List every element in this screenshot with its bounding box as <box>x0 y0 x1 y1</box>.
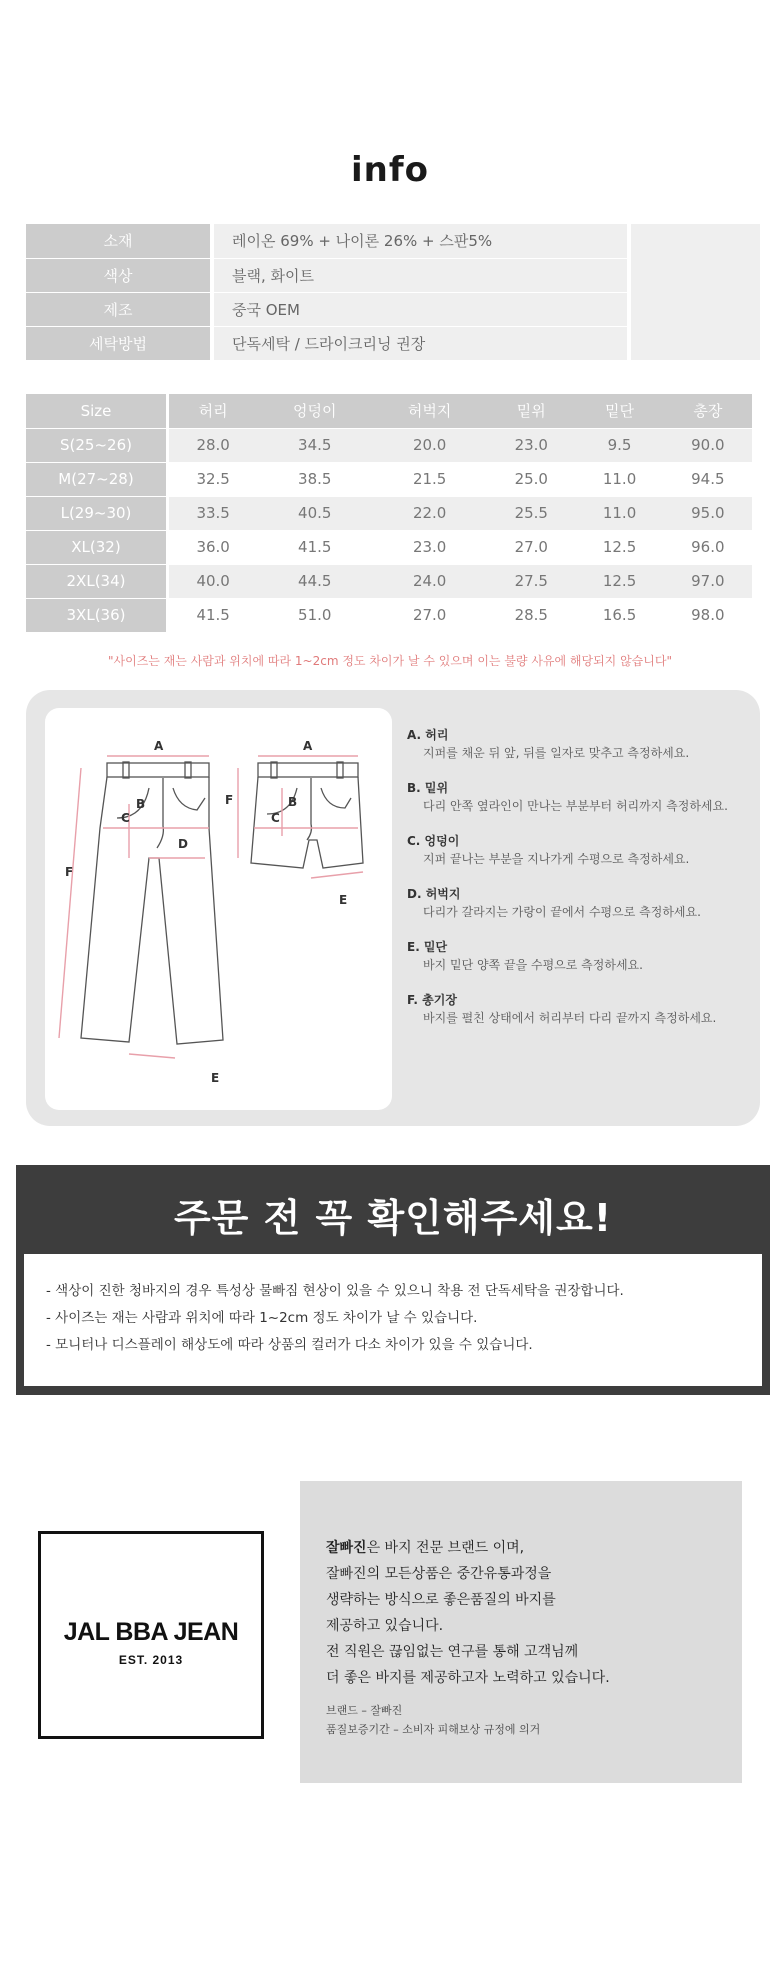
measurement-title: C. 엉덩이 <box>407 834 460 848</box>
diagram-label-f: F <box>65 865 74 879</box>
size-value: 28.0 <box>169 428 257 462</box>
size-header: Size <box>26 394 166 428</box>
size-value: 40.5 <box>257 496 372 530</box>
size-value: 41.5 <box>169 598 257 632</box>
size-value: 23.0 <box>372 530 487 564</box>
measure-guide-line <box>59 768 81 1038</box>
size-value: 25.5 <box>487 496 575 530</box>
size-value: 12.5 <box>575 530 663 564</box>
size-value: 98.0 <box>664 598 752 632</box>
size-value: 11.0 <box>575 496 663 530</box>
measurement-title: A. 허리 <box>407 728 449 742</box>
info-title: info <box>350 150 429 190</box>
brand-meta: 브랜드 – 잘빠진 <box>326 1704 403 1717</box>
size-header: 밑위 <box>487 394 575 428</box>
size-header: 총장 <box>664 394 752 428</box>
size-row <box>26 428 752 462</box>
size-header-row <box>26 394 752 428</box>
size-value: 51.0 <box>257 598 372 632</box>
measure-guide-line <box>129 1054 175 1058</box>
notice-body <box>24 1254 762 1386</box>
size-value: 25.0 <box>487 462 575 496</box>
measurement-item <box>407 832 747 868</box>
size-value: 32.5 <box>169 462 257 496</box>
size-value: 90.0 <box>664 428 752 462</box>
size-label: M(27~28) <box>26 462 166 496</box>
measure-guide-line <box>311 872 363 878</box>
size-value: 27.5 <box>487 564 575 598</box>
measurement-item <box>407 938 747 974</box>
measurement-desc: 바지 밑단 양쪽 끝을 수평으로 측정하세요. <box>423 958 643 972</box>
measurement-desc: 바지를 펼친 상태에서 허리부터 다리 끝까지 측정하세요. <box>423 1011 717 1025</box>
diagram-label-d: D <box>178 837 188 851</box>
size-value: 33.5 <box>169 496 257 530</box>
brand-intro-bold: 잘빠진 <box>326 1540 367 1556</box>
diagram-label-e: E <box>339 893 348 907</box>
spec-blank-cell <box>631 224 760 360</box>
measurement-title: D. 허벅지 <box>407 887 461 901</box>
brand-line: 제공하고 있습니다. <box>326 1618 444 1634</box>
size-value: 34.5 <box>257 428 372 462</box>
size-value: 40.0 <box>169 564 257 598</box>
measurement-desc: 지퍼 끝나는 부분을 지나가게 수평으로 측정하세요. <box>423 852 690 866</box>
notice-line: - 모니터나 디스플레이 해상도에 따라 상품의 컬러가 다소 차이가 있을 수 있습니다. <box>46 1337 533 1353</box>
measurement-item <box>407 991 747 1027</box>
size-value: 38.5 <box>257 462 372 496</box>
size-disclaimer: "사이즈는 재는 사람과 위치에 따라 1~2cm 정도 차이가 날 수 있으며 이는 불량 사유에 해당되지 않습니다" <box>108 654 672 668</box>
measurement-title: B. 밑위 <box>407 781 449 795</box>
measurement-list <box>407 726 747 1044</box>
size-value: 11.0 <box>575 462 663 496</box>
size-label: 3XL(36) <box>26 598 166 632</box>
diagram-label-a: A <box>303 739 313 753</box>
brand-est: EST. 2013 <box>118 1653 184 1667</box>
spec-value: 중국 OEM <box>214 292 627 326</box>
diagram-label-c: C <box>121 811 130 825</box>
measurement-title: E. 밑단 <box>407 940 448 954</box>
brand-line: 전 직원은 끊임없는 연구를 통해 고객님께 <box>326 1644 579 1660</box>
spec-label: 제조 <box>26 292 210 326</box>
notice-line: - 사이즈는 재는 사람과 위치에 따라 1~2cm 정도 차이가 날 수 있습니다. <box>46 1310 478 1326</box>
size-label: S(25~26) <box>26 428 166 462</box>
size-value: 12.5 <box>575 564 663 598</box>
diagram-label-f: F <box>225 793 234 807</box>
brand-line: 잘빠진의 모든상품은 중간유통과정을 <box>326 1566 552 1582</box>
size-label: XL(32) <box>26 530 166 564</box>
size-value: 20.0 <box>372 428 487 462</box>
brand-name: JAL BBA JEAN <box>63 1618 239 1646</box>
size-label: 2XL(34) <box>26 564 166 598</box>
spec-row <box>26 224 760 258</box>
size-value: 97.0 <box>664 564 752 598</box>
size-value: 27.0 <box>487 530 575 564</box>
measurement-guide <box>26 690 760 1126</box>
size-value: 24.0 <box>372 564 487 598</box>
pants-diagram <box>45 708 392 1110</box>
size-header: 허리 <box>169 394 257 428</box>
size-header: 엉덩이 <box>257 394 372 428</box>
notice-line: - 색상이 진한 청바지의 경우 특성상 물빠짐 현상이 있을 수 있으니 착용 전 단독세탁을 권장합니다. <box>46 1283 624 1299</box>
notice-title: 주문 전 꼭 확인해주세요! <box>173 1196 613 1240</box>
measurement-item <box>407 779 747 815</box>
size-row <box>26 530 752 564</box>
size-value: 95.0 <box>664 496 752 530</box>
spec-label: 소재 <box>26 224 210 258</box>
size-value: 41.5 <box>257 530 372 564</box>
size-value: 94.5 <box>664 462 752 496</box>
size-row <box>26 462 752 496</box>
size-row <box>26 496 752 530</box>
size-label: L(29~30) <box>26 496 166 530</box>
brand-line: 더 좋은 바지를 제공하고자 노력하고 있습니다. <box>326 1670 610 1686</box>
diagram-label-c: C <box>271 811 280 825</box>
diagram-label-b: B <box>288 795 298 809</box>
brand-intro <box>326 1535 742 1561</box>
diagram-label-b: B <box>136 797 146 811</box>
order-notice <box>16 1165 770 1395</box>
diagram-label-a: A <box>154 739 164 753</box>
size-value: 44.5 <box>257 564 372 598</box>
size-value: 9.5 <box>575 428 663 462</box>
measurement-item <box>407 726 747 762</box>
spec-table <box>26 224 760 361</box>
brand-meta: 품질보증기간 – 소비자 피해보상 규정에 의거 <box>326 1723 541 1736</box>
brand-logo <box>38 1531 264 1739</box>
brand-intro-rest: 은 바지 전문 브랜드 이며, <box>366 1540 525 1556</box>
measurement-item <box>407 885 747 921</box>
measurement-desc: 지퍼를 채운 뒤 앞, 뒤를 일자로 맞추고 측정하세요. <box>423 746 690 760</box>
measurement-desc: 다리가 갈라지는 가랑이 끝에서 수평으로 측정하세요. <box>423 905 701 919</box>
measurement-desc: 다리 안쪽 옆라인이 만나는 부분부터 허리까지 측정하세요. <box>423 799 728 813</box>
size-value: 36.0 <box>169 530 257 564</box>
size-row <box>26 598 752 632</box>
size-value: 22.0 <box>372 496 487 530</box>
spec-label: 세탁방법 <box>26 326 210 360</box>
diagram-label-e: E <box>211 1071 220 1085</box>
measurement-title: F. 총기장 <box>407 993 457 1007</box>
spec-value: 단독세탁 / 드라이크리닝 권장 <box>214 326 627 360</box>
size-value: 96.0 <box>664 530 752 564</box>
size-header: 밑단 <box>575 394 663 428</box>
size-header: 허벅지 <box>372 394 487 428</box>
size-value: 28.5 <box>487 598 575 632</box>
spec-value: 레이온 69% + 나이론 26% + 스판5% <box>214 224 627 258</box>
brand-info-panel <box>300 1481 742 1783</box>
size-value: 16.5 <box>575 598 663 632</box>
size-value: 23.0 <box>487 428 575 462</box>
spec-value: 블랙, 화이트 <box>214 258 627 292</box>
size-row <box>26 564 752 598</box>
brand-line: 생략하는 방식으로 좋은품질의 바지를 <box>326 1592 556 1608</box>
size-value: 21.5 <box>372 462 487 496</box>
pants-illustration <box>45 708 392 1110</box>
size-value: 27.0 <box>372 598 487 632</box>
size-table <box>26 394 752 633</box>
spec-label: 색상 <box>26 258 210 292</box>
